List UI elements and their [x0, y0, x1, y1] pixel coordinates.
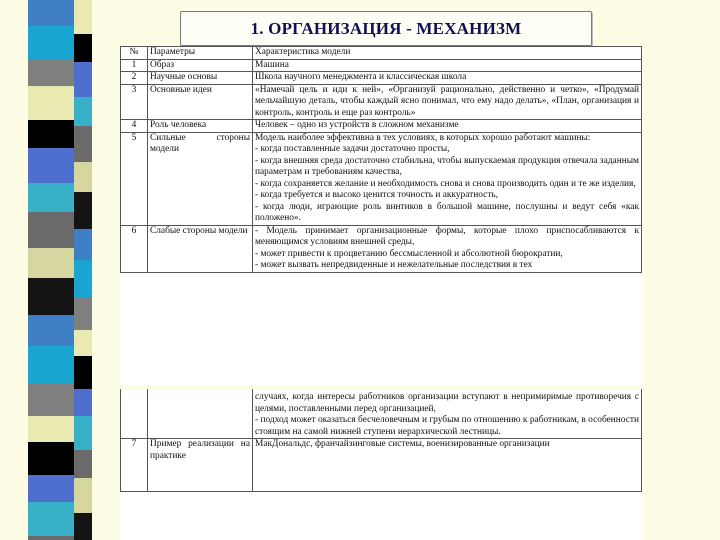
- stripe-segment: [28, 384, 74, 416]
- char-line: Модель наиболее эффективна в тех условиях, в которых хорошо работают машины:: [255, 132, 591, 143]
- row-num: 5: [121, 132, 148, 225]
- stripe-segment: [74, 450, 92, 478]
- stripe-segment: [74, 0, 92, 34]
- char-line: - когда внешняя среда достаточно стабильна, чтобы выпускаемая продукция отвечала заданным параметрам и требованиям качества,: [255, 155, 639, 177]
- row-char: [253, 72, 642, 85]
- table-row: [121, 225, 642, 272]
- stripe-segment: [28, 248, 74, 278]
- stripe-segment: [74, 126, 92, 162]
- row-param: Сильные стороны модели: [148, 132, 253, 225]
- model-table: [120, 46, 642, 273]
- stripe-segment: [74, 192, 92, 229]
- char-line: - когда требуется и высоко ценится точность и аккуратность,: [255, 190, 499, 200]
- table-row: [121, 120, 642, 133]
- stripe-segment: [28, 536, 74, 540]
- row-char: [253, 225, 642, 272]
- stripe-segment: [74, 478, 92, 513]
- decorative-stripe: [0, 0, 92, 540]
- table-page-bottom: [120, 389, 642, 540]
- stripe-segment: [28, 183, 74, 212]
- row-param: Роль человека: [148, 120, 253, 133]
- stripe-segment: [28, 442, 74, 475]
- row-char: [253, 59, 642, 72]
- stripe-segment: [74, 62, 92, 97]
- row-char: МакДональдс, франчайзинговые системы, военизированные организации: [253, 439, 642, 492]
- table-row: [121, 84, 642, 120]
- char-line: - Модель принимает организационные формы, которые плохо приспосабливаются к меняющимся условиям внешней среды,: [255, 225, 639, 247]
- row-param: Образ: [148, 59, 253, 72]
- row-num: 6: [121, 225, 148, 272]
- slide-title: 1. ОРГАНИЗАЦИЯ - МЕХАНИЗМ: [250, 18, 522, 38]
- char-cell-continued: [253, 389, 642, 439]
- stripe-segment: [74, 330, 92, 356]
- stripe-segment: [74, 416, 92, 450]
- char-line: - когда поставленные задачи достаточно просты,: [255, 144, 450, 154]
- model-table-continued: [120, 389, 642, 492]
- row-char: [253, 132, 642, 225]
- row-num: 7: [121, 439, 148, 492]
- stripe-segment: [74, 298, 92, 330]
- row-param: Пример реализации на практике: [148, 439, 253, 492]
- stripe-segment: [28, 475, 74, 502]
- char-line: Человек – одно из устройств в сложном механизме: [255, 120, 459, 130]
- table-header-row: [121, 47, 642, 60]
- stripe-segment: [74, 34, 92, 62]
- stripe-segment: [28, 346, 74, 384]
- char-line: - когда сохраняется желание и необходимость снова и снова производить один и те же изделия,: [255, 178, 636, 189]
- cont-line: случаях, когда интересы работников организации вступают в непримиримые противоречия с целями, поставленными перед организацией,: [255, 392, 639, 414]
- row-char: [253, 120, 642, 133]
- slide-title-box: [180, 11, 592, 46]
- char-line: - когда люди, играющие роль винтиков в большой машине, послушны и ведут себя «как положено».: [255, 201, 639, 223]
- cont-line: - подход может оказаться бесчеловечным и грубым по отношению к работникам, в особенности стоящим на самой нижней ступени иерархической лестницы.: [255, 415, 639, 437]
- stripe-segment: [74, 260, 92, 298]
- stripe-segment: [28, 315, 74, 346]
- table-row: [121, 132, 642, 225]
- header-param: Параметры: [148, 47, 253, 60]
- stripe-segment: [74, 513, 92, 540]
- row-param: Основные идеи: [148, 84, 253, 120]
- char-line: - может вызвать непредвиденные и нежелательные последствия в тех: [255, 260, 533, 270]
- stripe-segment: [74, 229, 92, 260]
- char-line: Школа научного менеджмента и классическая школа: [255, 72, 467, 82]
- stripe-segment: [74, 356, 92, 389]
- table-row: [121, 59, 642, 72]
- table-row: [121, 72, 642, 85]
- stripe-segment: [74, 162, 92, 192]
- char-line: «Намечай цель и иди к ней», «Организуй рационально, действенно и четко», «Продумай мельчайшую деталь, чтобы каждый ясно понимал, что ему надо делать», «План, организация и контроль, контроль и еще раз контроль»: [255, 84, 639, 118]
- row-param: Научные основы: [148, 72, 253, 85]
- char-line: - может привести к процветанию бессмысленной и абсолютной бюрократии,: [255, 248, 563, 259]
- table-row-7: [121, 439, 642, 492]
- stripe-segment: [28, 59, 74, 86]
- table-page-top: [120, 46, 642, 386]
- row-char: [253, 84, 642, 120]
- row-num: 1: [121, 59, 148, 72]
- row-num: 3: [121, 84, 148, 120]
- stripe-segment: [28, 120, 74, 148]
- stripe-segment: [28, 26, 74, 59]
- stripe-segment: [28, 278, 74, 315]
- header-num: №: [121, 47, 148, 60]
- row-num: 4: [121, 120, 148, 133]
- char-line: Машина: [255, 59, 289, 70]
- table-row-continued: [121, 389, 642, 439]
- row-num: 2: [121, 72, 148, 85]
- stripe-segment: [28, 502, 74, 536]
- stripe-segment: [28, 212, 74, 248]
- stripe-segment: [28, 0, 74, 26]
- stripe-segment: [28, 148, 74, 183]
- row-param: Слабые стороны модели: [148, 225, 253, 272]
- header-char: Характеристика модели: [253, 47, 642, 60]
- stripe-segment: [28, 86, 74, 120]
- stripe-segment: [74, 97, 92, 126]
- stripe-segment: [28, 416, 74, 442]
- stripe-segment: [74, 389, 92, 416]
